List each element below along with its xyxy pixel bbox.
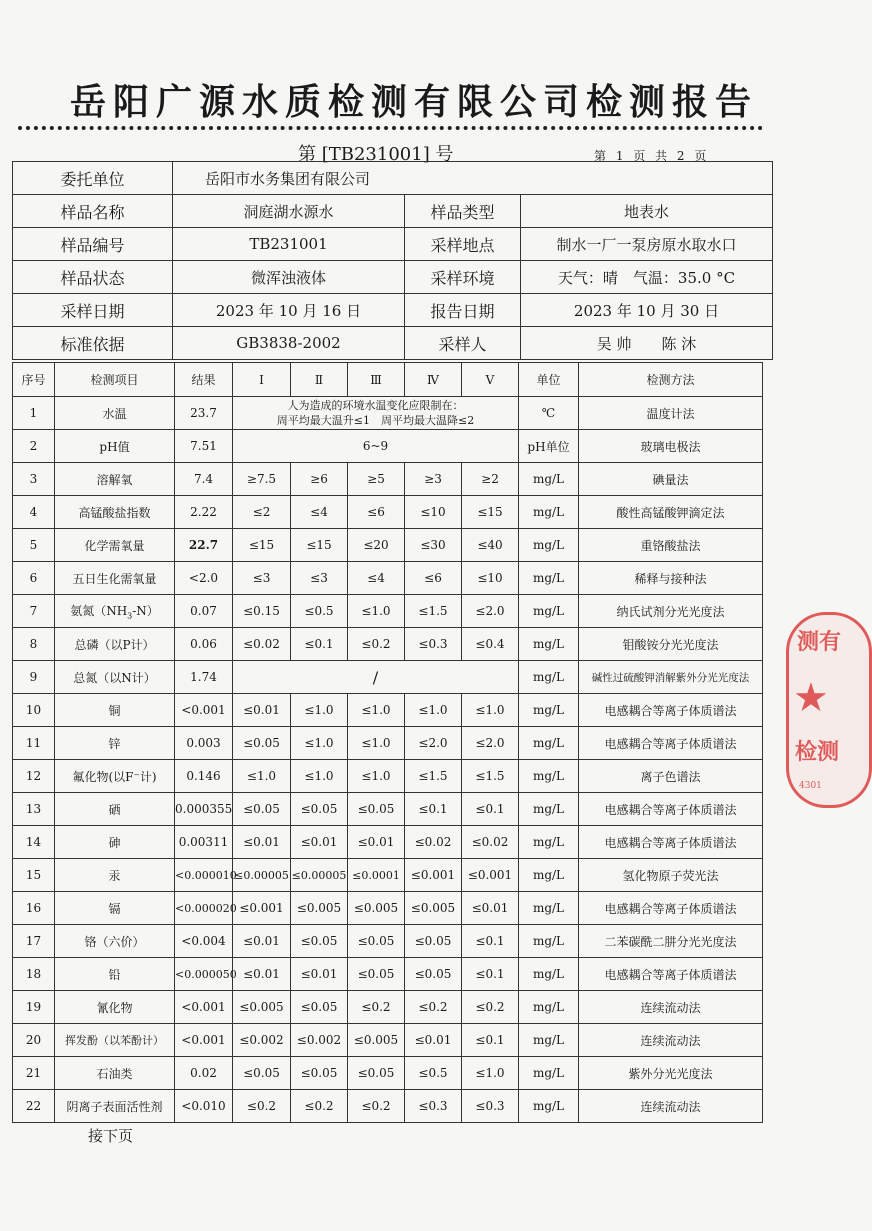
row-class-1: ≤0.15	[233, 595, 291, 628]
row-class-4: ≤1.5	[405, 760, 462, 793]
row-class-4: ≤0.02	[405, 826, 462, 859]
row-result: <0.000020	[175, 892, 233, 925]
row-no: 18	[13, 958, 55, 991]
row-class-3: ≤1.0	[348, 595, 405, 628]
row-class-1: ≤0.05	[233, 793, 291, 826]
row-class-3: ≤0.2	[348, 628, 405, 661]
sample-no-label: 样品编号	[13, 228, 173, 261]
continue-note: 接下页	[88, 1127, 134, 1145]
row-class-1: ≤0.2	[233, 1090, 291, 1123]
row-class-4: ≤2.0	[405, 727, 462, 760]
row-class-3: ≤0.2	[348, 991, 405, 1024]
row-result: <0.001	[175, 991, 233, 1024]
report-title: 岳阳广源水质检测有限公司检测报告	[69, 82, 758, 123]
row-class-1: ≤0.05	[233, 727, 291, 760]
row-unit: mg/L	[519, 1090, 579, 1123]
row-unit: mg/L	[519, 661, 579, 694]
table-row	[13, 562, 763, 595]
row-class-2: ≤0.1	[291, 628, 348, 661]
row-item: 石油类	[55, 1057, 175, 1090]
row-class-2: ≤0.05	[291, 1057, 348, 1090]
row-class-1: ≤15	[233, 529, 291, 562]
row-result: <0.000050	[175, 958, 233, 991]
row-item: 总磷（以P计）	[55, 628, 175, 661]
row-class-1: ≤0.01	[233, 694, 291, 727]
row-item: 化学需氧量	[55, 529, 175, 562]
row-class-1: ≤0.05	[233, 1057, 291, 1090]
row-class-1: ≤2	[233, 496, 291, 529]
row-class-1: ≤3	[233, 562, 291, 595]
row-class-3: ≤0.005	[348, 1024, 405, 1057]
row-result: <0.000010	[175, 859, 233, 892]
row-class-1: ≤0.01	[233, 925, 291, 958]
row-result: 0.00311	[175, 826, 233, 859]
row-method: 电感耦合等离子体质谱法	[579, 892, 763, 925]
row-class-4: ≤0.05	[405, 925, 462, 958]
row-item: 砷	[55, 826, 175, 859]
row-no: 17	[13, 925, 55, 958]
page-info: 第 1 页 共 2 页	[594, 149, 707, 163]
row-class-5: ≤0.1	[462, 1024, 519, 1057]
seal-text: 检测	[795, 739, 840, 765]
row-unit: mg/L	[519, 562, 579, 595]
header-unit: 单位	[519, 363, 579, 397]
row-class-5: ≤1.0	[462, 694, 519, 727]
row-class-2: ≤0.05	[291, 793, 348, 826]
row-unit: mg/L	[519, 496, 579, 529]
table-row	[13, 859, 763, 892]
row-class-2: ≤0.05	[291, 991, 348, 1024]
row-class-2: ≤4	[291, 496, 348, 529]
row-class-1: ≤0.001	[233, 892, 291, 925]
row-method: 酸性高锰酸钾滴定法	[579, 496, 763, 529]
star-icon: ★	[793, 675, 829, 721]
row-method: 碘量法	[579, 463, 763, 496]
item-text: 氨氮（NH	[70, 603, 128, 618]
sample-no-value: TB231001	[173, 228, 405, 261]
report-date-value: 2023 年 10 月 30 日	[521, 294, 773, 327]
row-method: 连续流动法	[579, 991, 763, 1024]
row-method: 电感耦合等离子体质谱法	[579, 793, 763, 826]
row-class-3: ≤20	[348, 529, 405, 562]
row-method: 电感耦合等离子体质谱法	[579, 694, 763, 727]
row-method: 纳氏试剂分光光度法	[579, 595, 763, 628]
row-result: <0.010	[175, 1090, 233, 1123]
row-class-5: ≤15	[462, 496, 519, 529]
table-row	[13, 397, 763, 430]
row-class-1: ≥7.5	[233, 463, 291, 496]
row-limit-range: /	[233, 661, 519, 694]
row-class-4: ≤6	[405, 562, 462, 595]
row-unit: pH单位	[519, 430, 579, 463]
row-no: 8	[13, 628, 55, 661]
row-item: 溶解氧	[55, 463, 175, 496]
row-no: 15	[13, 859, 55, 892]
row-class-4: ≤0.2	[405, 991, 462, 1024]
table-row	[13, 826, 763, 859]
row-no: 9	[13, 661, 55, 694]
row-unit: ℃	[519, 397, 579, 430]
row-class-3: ≤0.05	[348, 925, 405, 958]
table-row	[13, 694, 763, 727]
header-class-5: Ⅴ	[462, 363, 519, 397]
row-item: 氰化物	[55, 991, 175, 1024]
row-class-3: ≤1.0	[348, 760, 405, 793]
row-class-3: ≤1.0	[348, 694, 405, 727]
sample-type-value: 地表水	[521, 195, 773, 228]
row-class-3: ≤0.2	[348, 1090, 405, 1123]
row-class-3: ≤0.005	[348, 892, 405, 925]
table-row	[13, 958, 763, 991]
row-item: 总氮（以N计）	[55, 661, 175, 694]
row-result: 0.07	[175, 595, 233, 628]
row-class-2: ≥6	[291, 463, 348, 496]
row-item: 挥发酚（以苯酚计）	[55, 1024, 175, 1057]
row-method: 重铬酸盐法	[579, 529, 763, 562]
row-class-4: ≤1.0	[405, 694, 462, 727]
row-no: 21	[13, 1057, 55, 1090]
row-method: 连续流动法	[579, 1090, 763, 1123]
row-method: 温度计法	[579, 397, 763, 430]
row-class-5: ≤2.0	[462, 727, 519, 760]
row-class-2: ≤3	[291, 562, 348, 595]
row-class-1: ≤0.01	[233, 958, 291, 991]
table-row	[13, 892, 763, 925]
row-unit: mg/L	[519, 793, 579, 826]
row-class-3: ≤1.0	[348, 727, 405, 760]
table-row	[13, 496, 763, 529]
state-value: 微浑浊液体	[173, 261, 405, 294]
item-subscript: 3	[127, 611, 133, 621]
row-no: 2	[13, 430, 55, 463]
row-unit: mg/L	[519, 925, 579, 958]
row-method: 稀释与接种法	[579, 562, 763, 595]
row-class-4: ≥3	[405, 463, 462, 496]
row-no: 3	[13, 463, 55, 496]
row-class-3: ≤0.05	[348, 793, 405, 826]
sample-name-value: 洞庭湖水源水	[173, 195, 405, 228]
dotted-divider	[18, 126, 763, 130]
row-item: 铬（六价）	[55, 925, 175, 958]
row-unit: mg/L	[519, 463, 579, 496]
table-row	[13, 1090, 763, 1123]
row-item: 镉	[55, 892, 175, 925]
row-class-2: ≤0.01	[291, 958, 348, 991]
header-class-3: Ⅲ	[348, 363, 405, 397]
row-unit: mg/L	[519, 595, 579, 628]
header-no: 序号	[13, 363, 55, 397]
table-row	[13, 661, 763, 694]
row-item: 水温	[55, 397, 175, 430]
row-item: 锌	[55, 727, 175, 760]
location-label: 采样地点	[405, 228, 521, 261]
row-method: 紫外分光光度法	[579, 1057, 763, 1090]
row-class-5: ≤0.1	[462, 793, 519, 826]
limit-note-line-2: 周平均最大温升≤1 周平均最大温降≤2	[276, 414, 475, 427]
report-number: 第 [TB231001] 号	[298, 144, 454, 165]
row-class-4: ≤0.005	[405, 892, 462, 925]
row-no: 14	[13, 826, 55, 859]
limit-note-line-1: 人为造成的环境水温变化应限制在：	[287, 399, 464, 412]
row-item: 铜	[55, 694, 175, 727]
row-item: 高锰酸盐指数	[55, 496, 175, 529]
row-item: 阴离子表面活性剂	[55, 1090, 175, 1123]
row-class-2: ≤1.0	[291, 694, 348, 727]
row-class-1: ≤0.01	[233, 826, 291, 859]
row-class-4: ≤0.001	[405, 859, 462, 892]
row-no: 7	[13, 595, 55, 628]
table-row	[13, 463, 763, 496]
row-method: 连续流动法	[579, 1024, 763, 1057]
row-class-2: ≤0.2	[291, 1090, 348, 1123]
row-unit: mg/L	[519, 991, 579, 1024]
row-no: 22	[13, 1090, 55, 1123]
row-unit: mg/L	[519, 892, 579, 925]
row-result: 23.7	[175, 397, 233, 430]
row-result: 0.000355	[175, 793, 233, 826]
row-class-5: ≤0.1	[462, 958, 519, 991]
row-no: 5	[13, 529, 55, 562]
row-class-2: ≤0.05	[291, 925, 348, 958]
row-unit: mg/L	[519, 1057, 579, 1090]
row-class-2: ≤1.0	[291, 760, 348, 793]
row-result: <0.001	[175, 694, 233, 727]
row-result: 1.74	[175, 661, 233, 694]
state-label: 样品状态	[13, 261, 173, 294]
table-row	[13, 595, 763, 628]
row-class-4: ≤1.5	[405, 595, 462, 628]
table-row	[13, 1024, 763, 1057]
row-class-4: ≤30	[405, 529, 462, 562]
row-limit-range: 6~9	[233, 430, 519, 463]
row-limit-note	[233, 397, 519, 430]
row-class-5: ≤1.0	[462, 1057, 519, 1090]
row-result: 22.7	[175, 529, 233, 562]
row-no: 16	[13, 892, 55, 925]
row-unit: mg/L	[519, 628, 579, 661]
sample-date-value: 2023 年 10 月 16 日	[173, 294, 405, 327]
row-item	[55, 595, 175, 628]
row-class-4: ≤10	[405, 496, 462, 529]
table-row	[13, 793, 763, 826]
row-item: 硒	[55, 793, 175, 826]
row-class-1: ≤1.0	[233, 760, 291, 793]
row-class-4: ≤0.1	[405, 793, 462, 826]
row-result: 0.146	[175, 760, 233, 793]
row-result: 2.22	[175, 496, 233, 529]
row-method: 电感耦合等离子体质谱法	[579, 727, 763, 760]
row-class-4: ≤0.3	[405, 628, 462, 661]
row-class-3: ≤4	[348, 562, 405, 595]
row-class-5: ≤0.02	[462, 826, 519, 859]
sampler-label: 采样人	[405, 327, 521, 360]
header-class-2: Ⅱ	[291, 363, 348, 397]
row-class-4: ≤0.5	[405, 1057, 462, 1090]
table-row	[13, 529, 763, 562]
location-value: 制水一厂一泵房原水取水口	[521, 228, 773, 261]
table-row	[13, 760, 763, 793]
row-unit: mg/L	[519, 826, 579, 859]
row-class-4: ≤0.3	[405, 1090, 462, 1123]
header-method: 检测方法	[579, 363, 763, 397]
row-unit: mg/L	[519, 859, 579, 892]
row-class-2: ≤0.002	[291, 1024, 348, 1057]
row-result: 7.51	[175, 430, 233, 463]
row-class-3: ≥5	[348, 463, 405, 496]
row-class-3: ≤0.05	[348, 1057, 405, 1090]
row-class-2: ≤0.01	[291, 826, 348, 859]
header-result: 结果	[175, 363, 233, 397]
standard-label: 标准依据	[13, 327, 173, 360]
row-unit: mg/L	[519, 727, 579, 760]
table-row	[13, 628, 763, 661]
row-method: 电感耦合等离子体质谱法	[579, 958, 763, 991]
seal-number: 4301	[799, 781, 822, 791]
row-class-2: ≤15	[291, 529, 348, 562]
header-class-1: Ⅰ	[233, 363, 291, 397]
sample-date-label: 采样日期	[13, 294, 173, 327]
report-date-label: 报告日期	[405, 294, 521, 327]
row-class-1: ≤0.005	[233, 991, 291, 1024]
row-class-5: ≤40	[462, 529, 519, 562]
row-class-5: ≤0.2	[462, 991, 519, 1024]
seal-text: 测有	[797, 629, 842, 655]
row-class-5: ≤0.01	[462, 892, 519, 925]
row-result: 0.003	[175, 727, 233, 760]
table-row	[13, 925, 763, 958]
row-no: 12	[13, 760, 55, 793]
row-no: 19	[13, 991, 55, 1024]
row-unit: mg/L	[519, 760, 579, 793]
row-method: 二苯碳酰二肼分光光度法	[579, 925, 763, 958]
row-class-2: ≤0.5	[291, 595, 348, 628]
info-table	[12, 161, 773, 360]
row-class-2: ≤1.0	[291, 727, 348, 760]
env-value: 天气：晴 气温：35.0 °C	[521, 261, 773, 294]
row-result: 7.4	[175, 463, 233, 496]
header-item: 检测项目	[55, 363, 175, 397]
row-no: 13	[13, 793, 55, 826]
row-class-5: ≤0.3	[462, 1090, 519, 1123]
company-seal	[786, 612, 872, 808]
table-row	[13, 991, 763, 1024]
row-no: 10	[13, 694, 55, 727]
row-no: 4	[13, 496, 55, 529]
row-no: 11	[13, 727, 55, 760]
client-label: 委托单位	[13, 162, 173, 195]
client-value: 岳阳市水务集团有限公司	[173, 162, 773, 195]
row-no: 6	[13, 562, 55, 595]
row-class-4: ≤0.05	[405, 958, 462, 991]
table-header-row	[13, 363, 763, 397]
row-class-1: ≤0.00005	[233, 859, 291, 892]
row-class-3: ≤0.0001	[348, 859, 405, 892]
row-class-3: ≤0.01	[348, 826, 405, 859]
row-result: 0.02	[175, 1057, 233, 1090]
row-method: 电感耦合等离子体质谱法	[579, 826, 763, 859]
row-class-3: ≤6	[348, 496, 405, 529]
row-item: 氟化物(以F⁻计)	[55, 760, 175, 793]
table-row	[13, 727, 763, 760]
row-item: 五日生化需氧量	[55, 562, 175, 595]
row-result: <0.004	[175, 925, 233, 958]
row-method: 氢化物原子荧光法	[579, 859, 763, 892]
item-text: -N）	[132, 603, 159, 618]
row-class-5: ≤0.4	[462, 628, 519, 661]
row-class-3: ≤0.05	[348, 958, 405, 991]
sample-type-label: 样品类型	[405, 195, 521, 228]
row-unit: mg/L	[519, 529, 579, 562]
row-item: 汞	[55, 859, 175, 892]
row-unit: mg/L	[519, 694, 579, 727]
row-class-1: ≤0.002	[233, 1024, 291, 1057]
table-row	[13, 430, 763, 463]
row-class-4: ≤0.01	[405, 1024, 462, 1057]
sampler-value: 吴 帅 陈 沐	[521, 327, 773, 360]
row-method: 钼酸铵分光光度法	[579, 628, 763, 661]
header-class-4: Ⅳ	[405, 363, 462, 397]
row-method: 碱性过硫酸钾消解紫外分光光度法	[579, 661, 763, 694]
row-class-2: ≤0.00005	[291, 859, 348, 892]
results-table	[12, 362, 763, 1123]
standard-value: GB3838-2002	[173, 327, 405, 360]
table-row	[13, 1057, 763, 1090]
row-class-5: ≤0.1	[462, 925, 519, 958]
row-class-2: ≤0.005	[291, 892, 348, 925]
row-class-5: ≤2.0	[462, 595, 519, 628]
row-result: 0.06	[175, 628, 233, 661]
row-class-5: ≥2	[462, 463, 519, 496]
sample-name-label: 样品名称	[13, 195, 173, 228]
row-unit: mg/L	[519, 958, 579, 991]
row-result: <0.001	[175, 1024, 233, 1057]
row-item: 铅	[55, 958, 175, 991]
row-class-5: ≤1.5	[462, 760, 519, 793]
row-class-5: ≤10	[462, 562, 519, 595]
row-method: 离子色谱法	[579, 760, 763, 793]
row-no: 20	[13, 1024, 55, 1057]
row-class-5: ≤0.001	[462, 859, 519, 892]
env-label: 采样环境	[405, 261, 521, 294]
row-no: 1	[13, 397, 55, 430]
row-method: 玻璃电极法	[579, 430, 763, 463]
row-unit: mg/L	[519, 1024, 579, 1057]
row-item: pH值	[55, 430, 175, 463]
row-class-1: ≤0.02	[233, 628, 291, 661]
row-result: <2.0	[175, 562, 233, 595]
